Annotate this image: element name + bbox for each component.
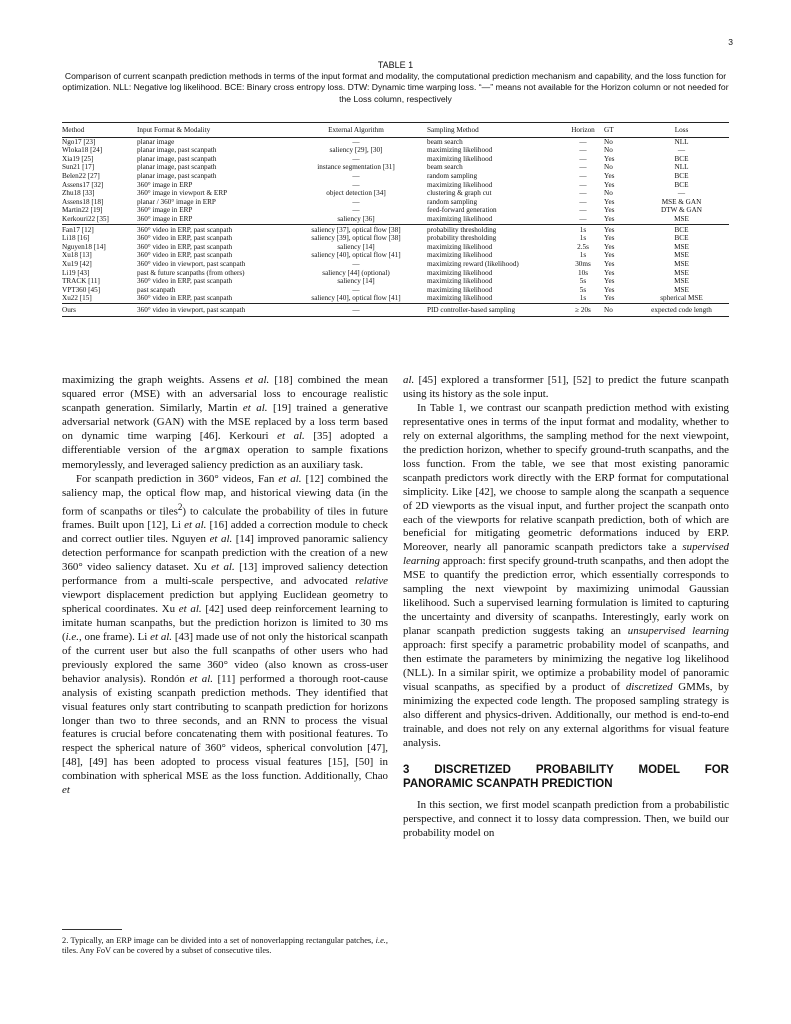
header-input: Input Format & Modality — [137, 123, 285, 138]
table-cell: maximizing likelihood — [427, 268, 493, 277]
table-cell: BCE — [674, 154, 689, 163]
table-cell: — — [677, 189, 686, 198]
table-cell: Ngo17 [23] — [62, 137, 96, 146]
table-cell: DTW & GAN — [661, 206, 702, 215]
table-cell: NLL — [674, 137, 689, 146]
right-column — [403, 374, 729, 841]
table-cell: planar image, past scanpath — [137, 146, 217, 155]
table-cell: 360° video in ERP, past scanpath — [137, 277, 233, 286]
table-caption-text: Comparison of current scanpath prediction methods in terms of the input format and modality, the computational prediction mechanism and capability, and the loss function for optimization. NLL: Negative log likelihood. BCE: Binary cross entropy loss. DTW: Dynamic time warping loss. “—” means not available for the Horizon column or not needed for the Loss column, respectively — [62, 71, 729, 104]
table-cell: No — [604, 163, 613, 172]
table-cell: Xu18 [13] — [62, 251, 92, 260]
table-cell: Zhu18 [33] — [62, 189, 95, 198]
table-cell: saliency [44] (optional) — [322, 268, 390, 277]
table-row — [62, 260, 729, 269]
left-paragraph-2: For scanpath prediction in 360° videos, Fan et al. [12] combined the saliency map, the optical flow map, and historical viewing data (in the form of scanpaths or tiles$^2$) to calculate the probability of tiles in future frames. Built upon [12], Li et al. [16] added a correction module to check and correct outlier tiles. Nguyen et al. [14] improved panoramic saliency detection performance for scanpath prediction with the creation of a new 360° video saliency dataset. Xu et al. [13] improved saliency detection performance from a multi-scale perspective, and advocated relative viewport displacement prediction but applying Euclidean geometry to spherical coordinates. Xu et al. [42] used deep reinforcement learning to imitate human scanpaths, but the prediction horizon is limited to 30 ms (i.e., one frame). Li et al. [43] made use of not only the historical scanpath of the current user but also the full scanpaths of other users who had previously explored the same 360° video (also known as cross-user behavior analysis). Rondón et al. [11] performed a thorough root-cause analysis of existing scanpath prediction methods. They identified that visual features only start contributing to scanpath prediction for horizons longer than two to three seconds, and an RNN to process the visual features is crucial before concatenating them with positional features. To respect the spherical nature of 360° videos, spherical convolution [47], [48], [49] has been adopted to process visual features [15], [50] in combination with spherical MSE as the loss function. Additionally, Chao et — [62, 472, 389, 797]
table-cell: — — [579, 163, 587, 172]
table-cell: feed-forward generation — [427, 206, 497, 215]
table-cell: BCE — [674, 180, 689, 189]
table-cell: maximizing likelihood — [427, 154, 493, 163]
table-cell: Yes — [604, 242, 615, 251]
footnote-rule — [62, 929, 122, 930]
table-cell: beam search — [427, 137, 463, 146]
table-row — [62, 215, 729, 224]
table-row — [62, 172, 729, 181]
table-cell: No — [604, 189, 613, 198]
table-cell: — — [579, 180, 587, 189]
table-cell: Belen22 [27] — [62, 171, 100, 180]
table-cell: Ours — [62, 303, 137, 317]
table-cell: maximizing reward (likelihood) — [427, 259, 519, 268]
header-gt: GT — [604, 123, 634, 138]
table-cell: 360° video in ERP, past scanpath — [137, 242, 233, 251]
footnote-marker: 2 — [177, 501, 183, 512]
table-cell: Fan17 [12] — [62, 224, 137, 234]
table-cell: — — [579, 214, 587, 223]
table-cell: saliency [14] — [337, 242, 375, 251]
table-cell: — — [579, 189, 587, 198]
table-cell: Sun21 [17] — [62, 163, 95, 172]
table-cell: Yes — [604, 234, 615, 243]
page-number: 3 — [728, 37, 733, 47]
section-heading-line1: 3 DISCRETIZED PROBABILITY MODEL FOR — [403, 763, 729, 776]
table-title: TABLE 1 — [377, 60, 414, 70]
table-body — [62, 137, 729, 317]
table-row — [62, 234, 729, 243]
left-column — [62, 374, 388, 798]
table-cell: 30ms — [575, 259, 591, 268]
table-cell: maximizing likelihood — [427, 285, 493, 294]
table-cell: Assens17 [32] — [62, 180, 104, 189]
table-cell: — — [677, 146, 686, 155]
table-cell: — — [352, 154, 360, 163]
table-cell: planar image, past scanpath — [137, 171, 217, 180]
table-cell: 5s — [579, 277, 587, 286]
table-cell: PID controller-based sampling — [427, 303, 562, 317]
table-cell: BCE — [674, 171, 689, 180]
right-paragraph-1: al. [45] explored a transformer [51], [52] to predict the future scanpath using its history as the sole input. — [403, 374, 729, 400]
table-cell: saliency [40], optical flow [41] — [311, 294, 401, 303]
table-cell: — — [352, 171, 360, 180]
table-cell: Yes — [604, 277, 615, 286]
left-paragraph-1: maximizing the graph weights. Assens et al. [18] combined the mean squared error (MSE) with an adversarial loss to encourage realistic scanpath generation. Similarly, Martin et al. [19] trained a generative adversarial network (GAN) with the MSE replaced by a loss term based on dynamic time warping [46]. Kerkouri et al. [35] adopted a differentiable version of the argmax operation to sample fixations memorylessly, and leveraged saliency prediction as an auxiliary task. — [62, 374, 388, 471]
table-cell: 1s — [579, 294, 587, 303]
table-cell: Nguyen18 [14] — [62, 242, 106, 251]
table-cell: VPT360 [45] — [62, 285, 101, 294]
table-cell: 2.5s — [577, 242, 589, 251]
table-cell: 1s — [562, 224, 604, 234]
table-cell: maximizing likelihood — [427, 242, 493, 251]
table-cell: 360° image in ERP — [137, 180, 193, 189]
table-cell: 360° video in ERP, past scanpath — [137, 251, 233, 260]
table-cell: Xu19 [42] — [62, 259, 92, 268]
table-cell: TRACK [11] — [62, 277, 100, 286]
table-cell: BCE — [634, 224, 729, 234]
table-cell: random sampling — [427, 197, 478, 206]
table-cell: saliency [36] — [337, 214, 375, 223]
section-heading-line2: PANORAMIC SCANPATH PREDICTION — [403, 777, 613, 790]
table-cell: — — [352, 285, 360, 294]
table-cell: Yes — [604, 171, 615, 180]
table-cell: Wloka18 [24] — [62, 146, 103, 155]
table-cell: 1s — [579, 251, 587, 260]
table-cell: maximizing likelihood — [427, 180, 493, 189]
table-cell: object detection [34] — [326, 189, 386, 198]
table-cell: MSE & GAN — [661, 197, 702, 206]
table-cell: spherical MSE — [660, 294, 703, 303]
table-cell: — — [352, 197, 360, 206]
table-cell: — — [579, 206, 587, 215]
table-cell: past scanpath — [137, 285, 176, 294]
table-cell: planar image — [137, 137, 175, 146]
table-row — [62, 243, 729, 252]
table-cell: BCE — [674, 234, 689, 243]
table-cell: Yes — [604, 197, 615, 206]
table-cell: instance segmentation [31] — [317, 163, 395, 172]
table-cell: maximizing likelihood — [427, 146, 493, 155]
table-cell: MSE — [674, 251, 689, 260]
table-cell: 360° image in viewport & ERP — [137, 189, 228, 198]
table-cell: saliency [14] — [337, 277, 375, 286]
table-row — [62, 155, 729, 164]
table-cell: probability thresholding — [427, 224, 562, 234]
table-cell: Martin22 [19] — [62, 206, 103, 215]
table-cell: clustering & graph cut — [427, 189, 492, 198]
table-cell: Li18 [16] — [62, 234, 90, 243]
table-cell: maximizing likelihood — [427, 294, 493, 303]
table-row — [62, 198, 729, 207]
table-cell: — — [579, 171, 587, 180]
table-cell: 1s — [579, 234, 587, 243]
table-cell: MSE — [674, 242, 689, 251]
table-cell: No — [604, 137, 613, 146]
table-cell: probability thresholding — [427, 234, 497, 243]
table-cell: saliency [39], optical flow [38] — [311, 234, 401, 243]
right-paragraph-3: In this section, we first model scanpath prediction from a probabilistic perspective, and connect it to lossy data compression. Then, we build our probability model on — [403, 798, 729, 839]
table-row — [62, 137, 729, 146]
table-cell: saliency [40], optical flow [41] — [311, 251, 401, 260]
comparison-table — [62, 122, 729, 317]
table-cell: No — [604, 146, 613, 155]
table-cell: — — [579, 146, 587, 155]
table-row — [62, 294, 729, 303]
table-cell: 360° video in ERP, past scanpath — [137, 294, 233, 303]
table-cell: saliency [37], optical flow [38] — [285, 224, 427, 234]
table-row — [62, 163, 729, 172]
table-cell: — — [579, 154, 587, 163]
table-cell: Yes — [604, 206, 615, 215]
footnote: 2. Typically, an ERP image can be divided into a set of nonoverlapping rectangular patches, i.e., tiles. Any FoV can be covered by a subset of consecutive tiles. — [62, 936, 388, 955]
table-row — [62, 251, 729, 260]
table-cell: 360° video in viewport, past scanpath — [137, 303, 285, 317]
table-cell: MSE — [674, 268, 689, 277]
table-cell: No — [604, 303, 634, 317]
table-cell: Yes — [604, 154, 615, 163]
section-heading — [403, 763, 729, 791]
table-cell: Yes — [604, 214, 615, 223]
table-cell: planar image, past scanpath — [137, 163, 217, 172]
table-cell: Yes — [604, 268, 615, 277]
table-cell: Li19 [43] — [62, 268, 90, 277]
table-cell: — — [352, 206, 360, 215]
table-cell: Yes — [604, 285, 615, 294]
header-horizon: Horizon — [562, 123, 604, 138]
table-cell: ≥ 20s — [562, 303, 604, 317]
table-cell: MSE — [674, 214, 689, 223]
argmax-code: argmax — [204, 445, 241, 457]
table-row-ours — [62, 303, 729, 317]
table-cell: — — [579, 197, 587, 206]
table-cell: Assens18 [18] — [62, 197, 104, 206]
table-caption — [62, 60, 729, 105]
table-cell: planar image, past scanpath — [137, 154, 217, 163]
table-row — [62, 146, 729, 155]
table-cell: Kerkouri22 [35] — [62, 214, 109, 223]
table-cell: 5s — [579, 285, 587, 294]
table-cell: Xia19 [25] — [62, 154, 94, 163]
table-cell: past & future scanpaths (from others) — [137, 268, 245, 277]
table-row — [62, 277, 729, 286]
header-external: External Algorithm — [285, 123, 427, 138]
table-cell: maximizing likelihood — [427, 214, 493, 223]
table-cell: 360° video in ERP, past scanpath — [137, 234, 233, 243]
table-cell: 10s — [578, 268, 588, 277]
table-cell: MSE — [674, 285, 689, 294]
table-cell: — — [285, 303, 427, 317]
table-cell: Yes — [604, 251, 615, 260]
right-paragraph-2: In Table 1, we contrast our scanpath prediction method with existing representative ones in terms of the input format and modality, whether to rely on external algorithms, the sampling method for the next viewpoint, the prediction horizon, whether to specify ground-truth scanpaths, and the loss function. From the table, we see that most existing panoramic scanpath predictors work directly with the ERP format for computational simplicity. Like [42], we choose to sample along the scanpath a sequence of 2D viewports as the visual input, and further project the scanpath onto each of the viewports for relative scanpath prediction, both of which are beneficial for mitigating geometric deformations induced by ERP. Moreover, nearly all panoramic scanpath predictors take a supervised learning approach: first specify ground-truth scanpaths, and then adopt the MSE to quantify the prediction error, which essentially corresponds to sampling the next viewpoint by maximizing unimodal Gaussian likelihood. Such a supervised learning formulation is limited to capturing the uncertainty and diversity of scanpaths. Interestingly, early work on planar scanpath prediction suggests taking an unsupervised learning approach: first specify a parametric probability model of scanpaths, and then estimate the parameters by minimizing the negative log likelihood (NLL). In a similar spirit, we optimize a probability model of panoramic visual scanpaths, as specified by a product of discretized GMMs, by minimizing the expected code length. The proposed sampling strategy is also different and physics-driven. Additionally, our method is end-to-end trainable, and does not rely on any external algorithms for visual feature analysis. — [403, 401, 729, 749]
table-cell: MSE — [674, 277, 689, 286]
table-row — [62, 206, 729, 215]
table-row — [62, 286, 729, 295]
table-cell: NLL — [674, 163, 689, 172]
table-cell: saliency [29], [30] — [329, 146, 383, 155]
table-row — [62, 189, 729, 198]
header-method: Method — [62, 123, 137, 138]
table-cell: maximizing likelihood — [427, 251, 493, 260]
table-cell: — — [352, 259, 360, 268]
table-cell: 360° video in viewport, past scanpath — [137, 259, 246, 268]
table-cell: Yes — [604, 294, 615, 303]
table-cell: beam search — [427, 163, 463, 172]
table-cell: Yes — [604, 180, 615, 189]
table-row — [62, 269, 729, 278]
comparison-table-wrapper — [62, 122, 729, 317]
table-cell: expected code length — [634, 303, 729, 317]
table-cell: planar / 360° image in ERP — [137, 197, 216, 206]
table-cell: — — [579, 137, 587, 146]
table-cell: Yes — [604, 224, 634, 234]
table-cell: 360° image in ERP — [137, 206, 193, 215]
table-cell: 360° video in ERP, past scanpath — [137, 224, 285, 234]
table-cell: Xu22 [15] — [62, 294, 92, 303]
table-cell: 360° image in ERP — [137, 214, 193, 223]
table-cell: Yes — [604, 259, 615, 268]
table-cell: MSE — [674, 259, 689, 268]
table-row — [62, 181, 729, 190]
header-sampling: Sampling Method — [427, 123, 562, 138]
header-loss: Loss — [634, 123, 729, 138]
table-cell: random sampling — [427, 171, 478, 180]
table-cell: maximizing likelihood — [427, 277, 493, 286]
table-row — [62, 224, 729, 234]
table-header-row — [62, 123, 729, 138]
table-cell: — — [352, 137, 360, 146]
table-cell: — — [352, 180, 360, 189]
